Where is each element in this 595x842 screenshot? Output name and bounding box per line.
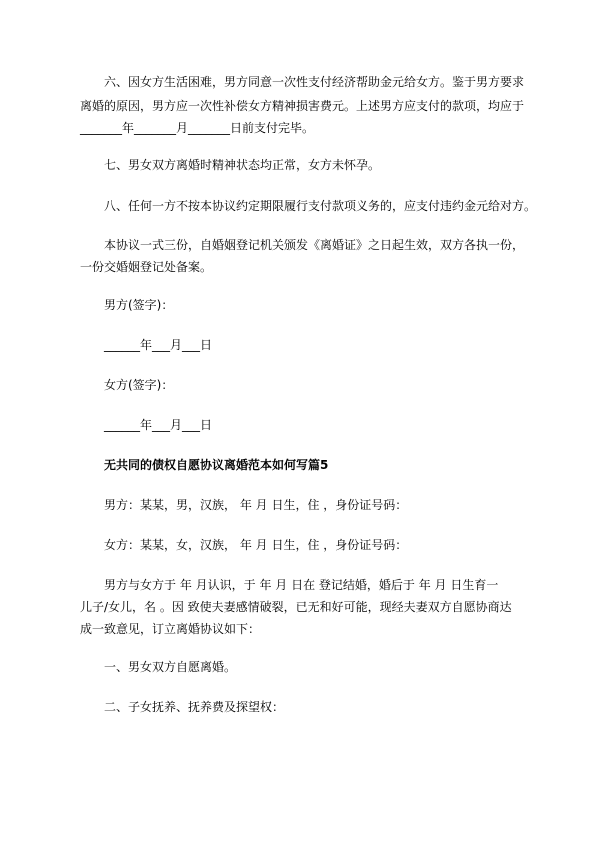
male-party-info: 男方：某某，男，汉族， 年 月 日生，住 ，身份证号码： xyxy=(104,498,408,512)
intro-line-3: 成一致意见，订立离婚协议如下： xyxy=(80,622,261,636)
clause-six-line-1: 六、因女方生活困难，男方同意一次性支付经济帮助金元给女方。鉴于男方要求 xyxy=(104,75,525,89)
copies-line-1: 本协议一式三份，自婚姻登记机关颁发《离婚证》之日起生效，双方各执一份， xyxy=(104,238,525,252)
clause-six-line-2: 离婚的原因，男方应一次性补偿女方精神损害费元。上述男方应支付的款项，均应于 xyxy=(80,99,525,113)
clause-one: 一、男女双方自愿离婚。 xyxy=(104,660,237,674)
clause-six-line-3: _______年_______月_______日前支付完毕。 xyxy=(80,121,315,135)
copies-line-2: 一份交婚姻登记处备案。 xyxy=(80,260,213,274)
clause-two: 二、子女抚养、抚养费及探望权： xyxy=(104,700,285,714)
male-signature-date: ______年___月___日 xyxy=(104,338,213,352)
male-signature-label: 男方(签字)： xyxy=(104,298,174,312)
clause-eight: 八、任何一方不按本协议约定期限履行支付款项义务的，应支付违约金元给对方。 xyxy=(104,199,537,213)
intro-line-1: 男方与女方于 年 月认识，于 年 月 日在 登记结婚，婚后于 年 月 日生育一 xyxy=(104,578,499,592)
section-heading: 无共同的债权自愿协议离婚范本如何写篇5 xyxy=(104,458,329,472)
intro-line-2: 儿子/女儿，名 。因 致使夫妻感情破裂，已无和好可能，现经夫妻双方自愿协商达 xyxy=(80,600,512,614)
female-party-info: 女方：某某，女，汉族， 年 月 日生，住 ，身份证号码： xyxy=(104,538,408,552)
female-signature-date: ______年___月___日 xyxy=(104,418,213,432)
female-signature-label: 女方(签字)： xyxy=(104,378,174,392)
clause-seven: 七、男女双方离婚时精神状态均正常，女方未怀孕。 xyxy=(104,158,381,172)
